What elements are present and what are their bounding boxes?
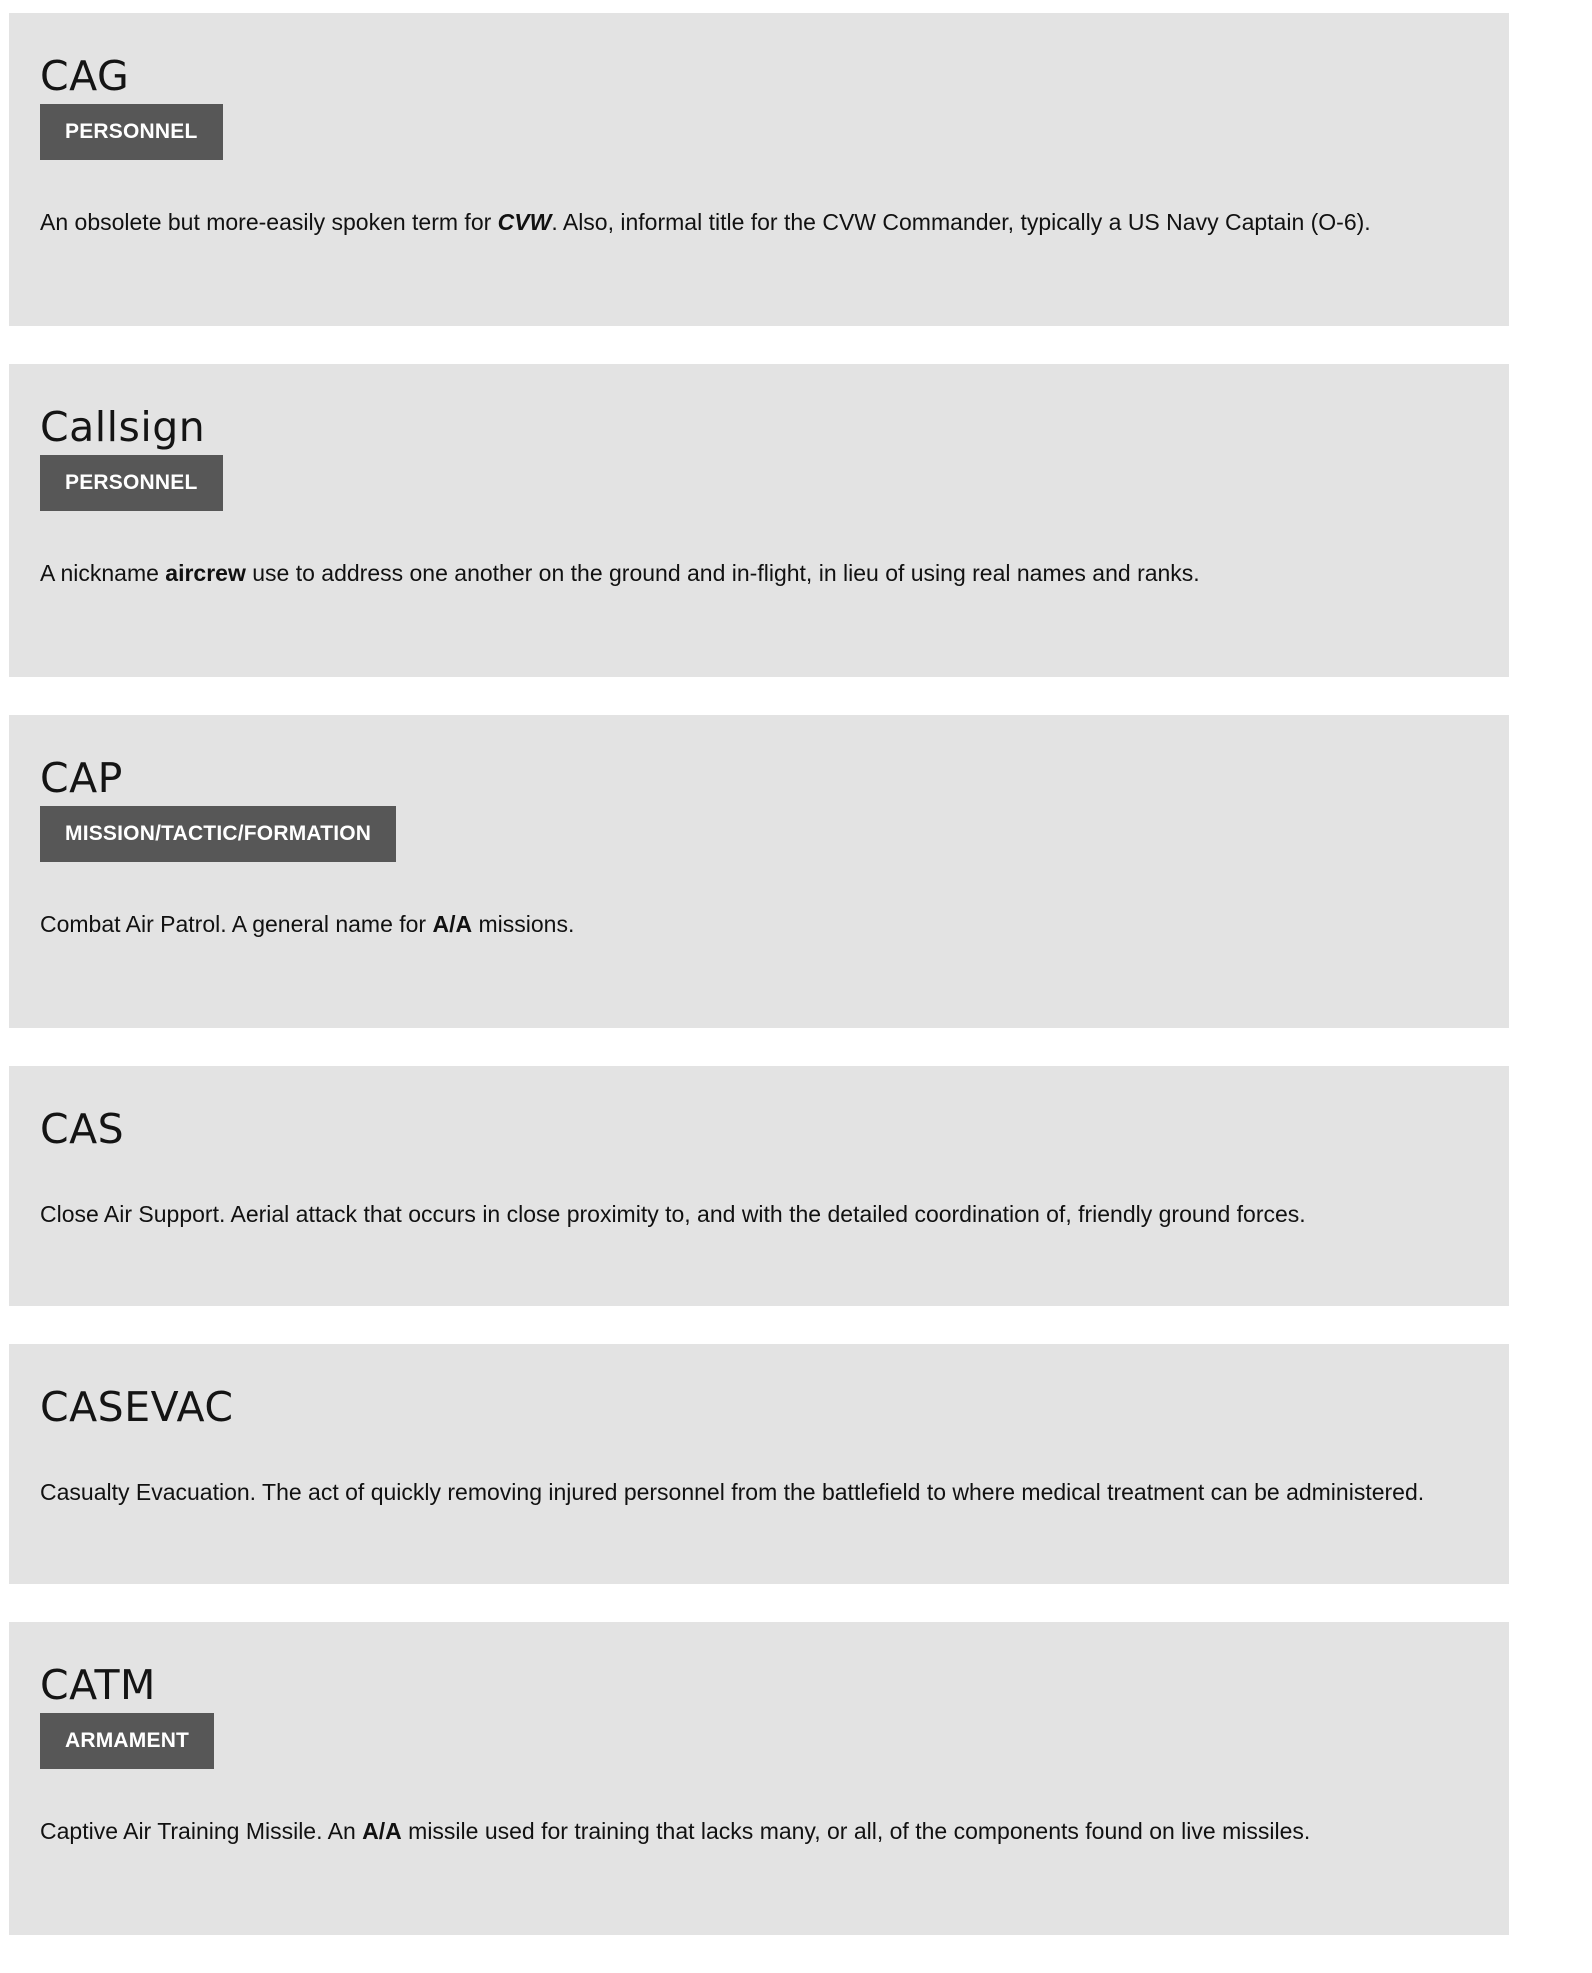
category-tag[interactable]: PERSONNEL <box>40 104 223 160</box>
description-text: Combat Air Patrol. A general name for <box>40 911 433 937</box>
term-title: CAS <box>40 1105 125 1153</box>
category-tag[interactable]: PERSONNEL <box>40 455 223 511</box>
description-text: use to address one another on the ground and in-flight, in lieu of using real names and ranks. <box>245 560 1200 586</box>
glossary-link-a-a[interactable]: A/A <box>362 1818 402 1844</box>
term-title: CATM <box>40 1661 156 1709</box>
category-tag[interactable]: ARMAMENT <box>40 1713 214 1769</box>
term-description <box>40 1816 1478 1846</box>
glossary-link-a-a[interactable]: A/A <box>432 911 473 937</box>
description-text: An obsolete but more-easily spoken term for <box>40 209 498 235</box>
term-description <box>40 558 1478 588</box>
term-description: Casualty Evacuation. The act of quickly removing injured personnel from the battlefield to where medical treatment can be administered. <box>40 1479 1425 1505</box>
description-text: Captive Air Training Missile. An <box>40 1818 363 1844</box>
glossary-entry-cas <box>9 1066 1509 1306</box>
description-text: . Also, informal title for the CVW Commander, typically a US Navy Captain (O-6). <box>551 209 1371 235</box>
term-title: CAG <box>40 52 130 100</box>
term-title: CASEVAC <box>40 1383 234 1431</box>
glossary-entry-callsign <box>9 364 1509 677</box>
glossary-list <box>9 13 1509 1973</box>
glossary-entry-catm <box>9 1622 1509 1935</box>
term-title: Callsign <box>40 403 206 451</box>
glossary-link-cvw[interactable]: CVW <box>497 209 552 235</box>
term-description: Close Air Support. Aerial attack that occurs in close proximity to, and with the detailed coordination of, friendly ground forces. <box>40 1201 1306 1227</box>
glossary-link-aircrew[interactable]: aircrew <box>165 560 246 586</box>
glossary-entry-cap <box>9 715 1509 1028</box>
category-tag[interactable]: MISSION/TACTIC/FORMATION <box>40 806 396 862</box>
term-description <box>40 909 1478 939</box>
glossary-entry-cag <box>9 13 1509 326</box>
description-text: A nickname <box>40 560 166 586</box>
term-description <box>40 207 1478 237</box>
glossary-entry-casevac <box>9 1344 1509 1584</box>
description-text: missile used for training that lacks many, or all, of the components found on live missiles. <box>401 1818 1311 1844</box>
term-title: CAP <box>40 754 123 802</box>
description-text: missions. <box>472 911 575 937</box>
